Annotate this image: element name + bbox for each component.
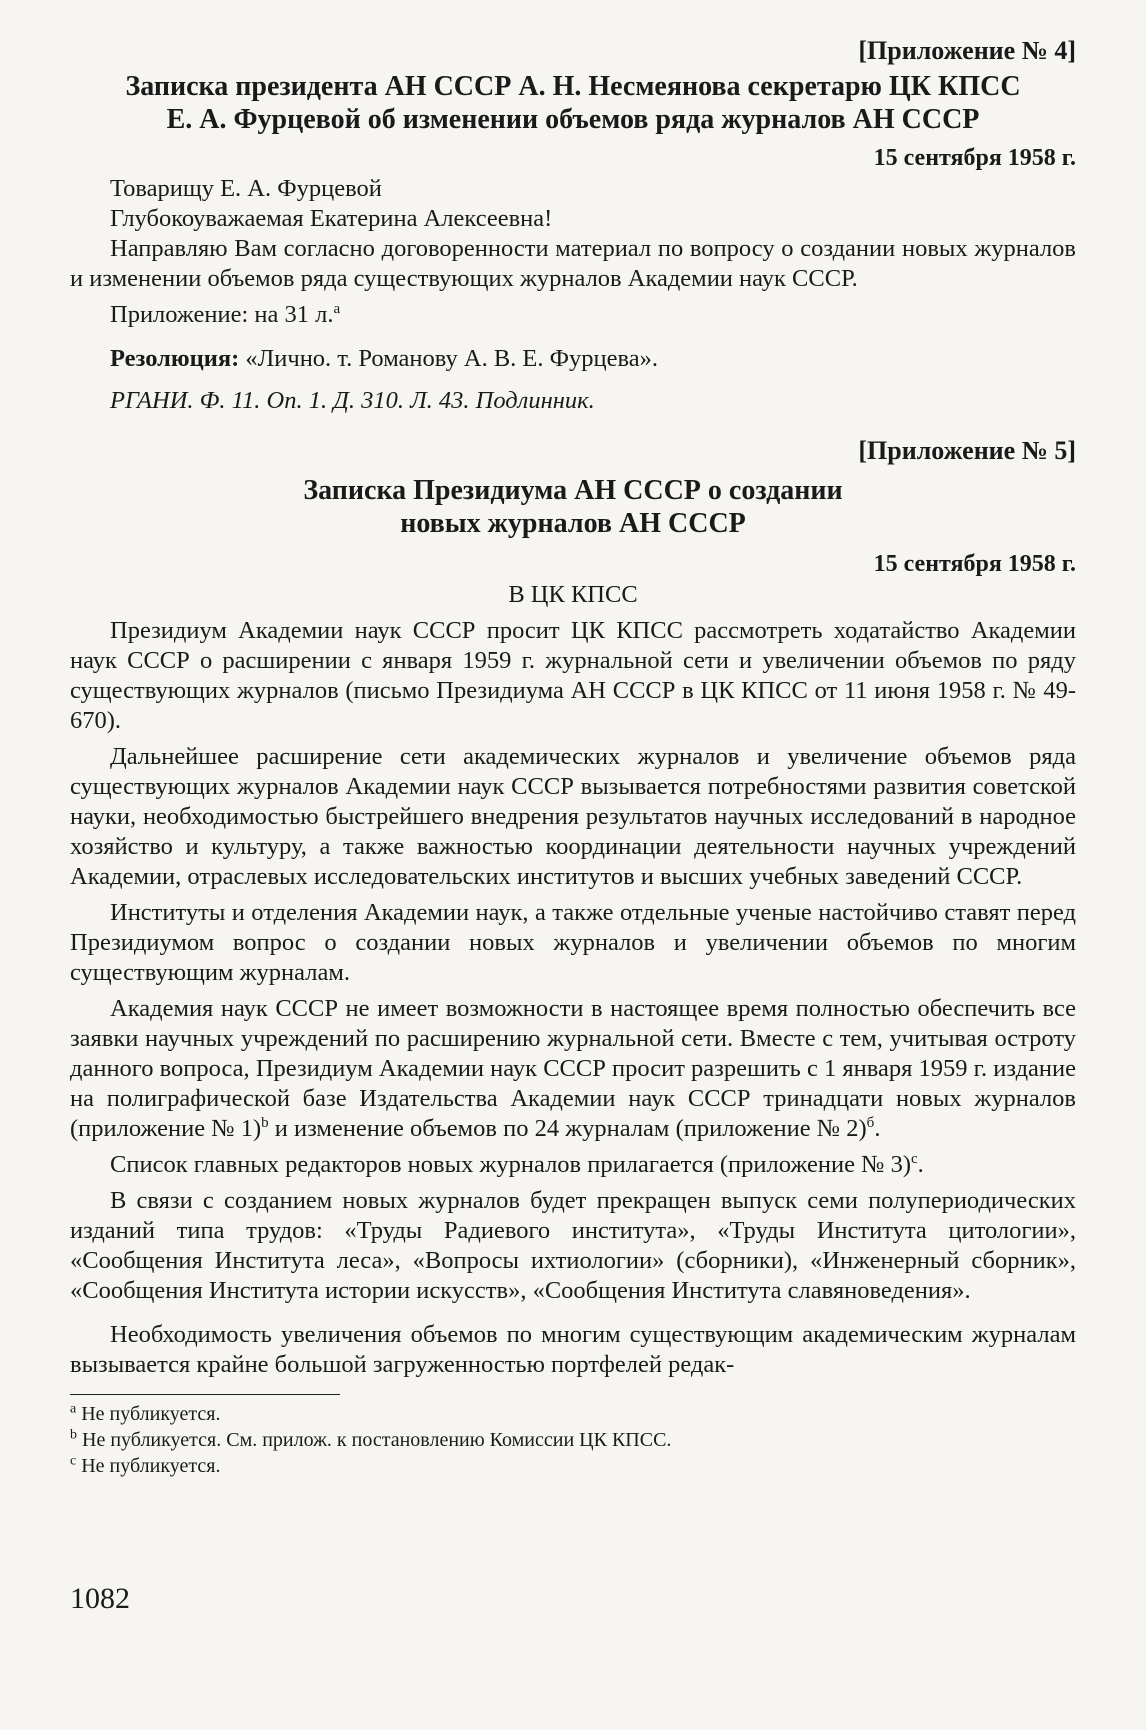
paragraph-4-text-a: Академия наук СССР не имеет возможности в настоящее время полностью обеспечить все заявки научных учреждений по расширению журнальной сети. Вместе с тем, учитывая остроту данного вопроса, Президиум Академии наук СССР просит разрешить с 1 января 1959 г. издание на полиграфической базе Издательства Академии наук СССР тринадцати новых журналов (приложение № 1): [70, 995, 1076, 1142]
appendix-4-salutation: Глубокоуважаемая Екатерина Алексеевна!: [110, 205, 553, 232]
appendix-4-attachment: [70, 300, 1076, 330]
footnote-mark: c: [70, 1453, 77, 1469]
footnote-ref-a: a: [333, 300, 341, 317]
footnote-ref-b-alt: б: [866, 1114, 875, 1131]
appendix-4-resolution: [70, 344, 1076, 374]
appendix-4-date: 15 сентября 1958 г.: [873, 145, 1076, 171]
paragraph-5: [70, 1150, 1076, 1180]
appendix-5-title: [70, 474, 1076, 540]
appendix-4-title-line-2: Е. А. Фурцевой об изменении объемов ряда журналов АН СССР: [166, 104, 980, 135]
footnote-mark: b: [70, 1427, 77, 1443]
paragraph-4-text-c: .: [874, 1115, 881, 1142]
appendix-4-archive-ref: РГАНИ. Ф. 11. Оп. 1. Д. 310. Л. 43. Подлинник.: [110, 387, 595, 414]
footnote-text: Не публикуется.: [76, 1455, 221, 1477]
paragraph-6: В связи с созданием новых журналов будет прекращен выпуск семи полупериодических изданий типа трудов: «Труды Радиевого института», «Труды Института цитологии», «Сообщения Института леса», «Вопросы ихтиологии» (сборники), «Инженерный сборник», «Сообщения Института истории искусств», «Сообщения Института славяноведения».: [70, 1187, 1076, 1304]
footnote-c: [70, 1453, 1076, 1479]
appendix-5-title-line-2: новых журналов АН СССР: [400, 508, 746, 539]
footnote-divider: [70, 1394, 340, 1395]
appendix-5-label: [Приложение № 5]: [858, 436, 1076, 465]
paragraph-2: Дальнейшее расширение сети академических журналов и увеличение объемов ряда существующих журналов Академии наук СССР вызывается потребностями развития советской науки, необходимостью быстрейшего внедрения результатов научных исследований в народное хозяйство и культуру, а также важностью координации деятельности научных учреждений Академии, отраслевых исследовательских институтов и высших учебных заведений СССР.: [70, 743, 1076, 890]
paragraph-3: Институты и отделения Академии наук, а также отдельные ученые настойчиво ставят перед Президиумом вопрос о создании новых журналов и увеличении объемов по многим существующим журналам.: [70, 899, 1076, 986]
appendix-5-date: 15 сентября 1958 г.: [873, 551, 1076, 577]
appendix-4-label: [Приложение № 4]: [858, 36, 1076, 65]
footnote-text: Не публикуется. См. прилож. к постановлению Комиссии ЦК КПСС.: [77, 1429, 672, 1451]
paragraph-4: [70, 994, 1076, 1144]
footnote-ref-b: b: [261, 1114, 269, 1131]
appendix-5-addressee: В ЦК КПСС: [508, 581, 638, 608]
appendix-4-title: [70, 70, 1076, 136]
page-number: 1082: [70, 1582, 130, 1615]
appendix-4-body: Направляю Вам согласно договоренности материал по вопросу о создании новых журналов и изменении объемов ряда существующих журналов Академии наук СССР.: [70, 235, 1076, 292]
document-page: [70, 28, 1076, 1479]
appendix-4-title-line-1: Записка президента АН СССР А. Н. Несмеянова секретарю ЦК КПСС: [125, 71, 1021, 102]
resolution-text: «Лично. т. Романову А. В. Е. Фурцева».: [239, 345, 658, 372]
footnote-b: [70, 1427, 1076, 1453]
footnote-mark: a: [70, 1401, 77, 1417]
paragraph-4-text-b: и изменение объемов по 24 журналам (приложение № 2): [268, 1115, 867, 1142]
paragraph-5-text-a: Список главных редакторов новых журналов прилагается (приложение № 3): [110, 1151, 911, 1178]
paragraph-1: Президиум Академии наук СССР просит ЦК КПСС рассмотреть ходатайство Академии наук СССР о расширении с января 1959 г. журнальной сети и увеличении объемов по ряду существующих журналов (письмо Президиума АН СССР в ЦК КПСС от 11 июня 1958 г. № 49-670).: [70, 617, 1076, 734]
attachment-text: Приложение: на 31 л.: [110, 301, 334, 328]
appendix-4-addressee: Товарищу Е. А. Фурцевой: [110, 175, 382, 202]
footnote-ref-c: c: [911, 1150, 918, 1167]
paragraph-7: Необходимость увеличения объемов по многим существующим академическим журналам вызывается крайне большой загруженностью портфелей редак-: [70, 1321, 1076, 1378]
paragraph-5-text-b: .: [917, 1151, 924, 1178]
footnote-a: [70, 1401, 1076, 1427]
footnote-text: Не публикуется.: [76, 1403, 221, 1425]
resolution-label: Резолюция:: [110, 345, 240, 372]
appendix-5-title-line-1: Записка Президиума АН СССР о создании: [303, 475, 843, 506]
